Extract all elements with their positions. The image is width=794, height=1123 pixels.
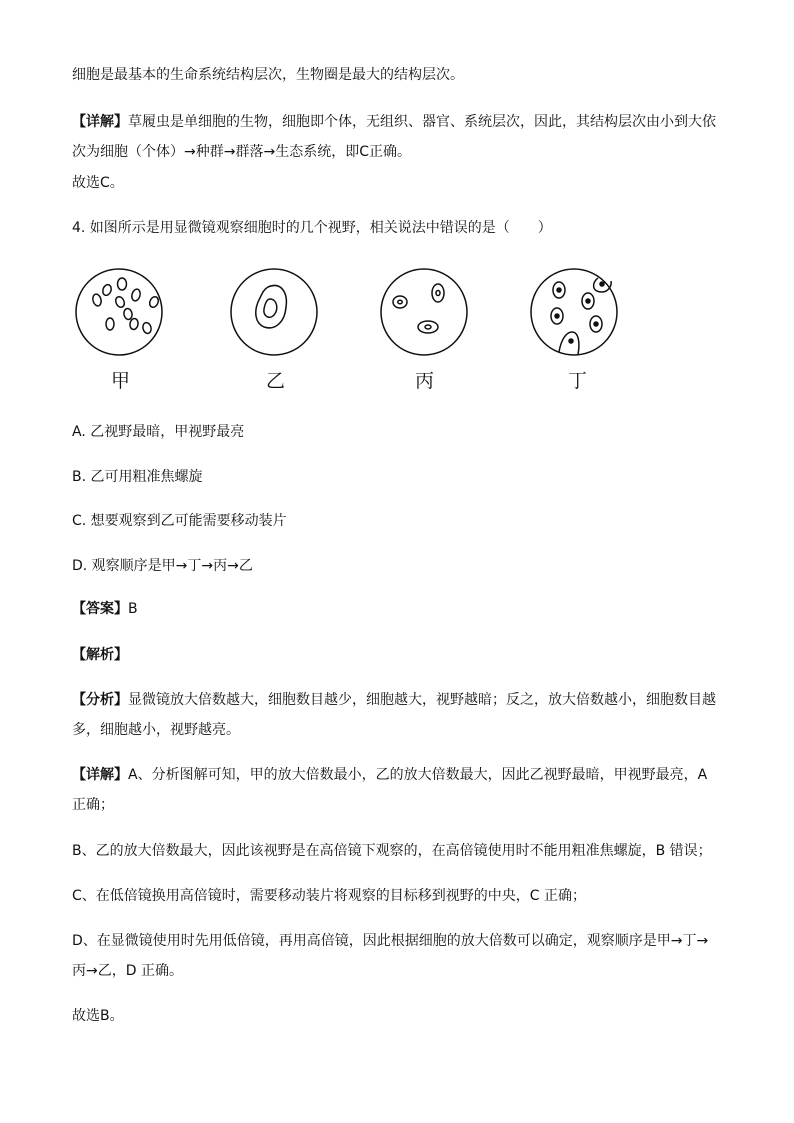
analysis-line2: 多，细胞越小，视野越亮。: [72, 722, 240, 738]
analysis-sub-tag: 【分析】: [72, 692, 128, 708]
label-yi: 乙: [266, 370, 286, 392]
analysis-text1: 显微镜放大倍数越大，细胞数目越少，细胞越大，视野越暗；反之，放大倍数越小，细胞数目越: [128, 692, 716, 708]
microscope-fields-figure: [72, 264, 632, 394]
microscope-fields-svg: [72, 264, 632, 364]
q4-detail-c: C、在低倍镜换用高倍镜时，需要移动装片将观察的目标移到视野的中央，C 正确；: [72, 888, 586, 904]
label-jia: 甲: [111, 370, 131, 392]
q4-detail-a-line2: 正确；: [72, 797, 114, 813]
field-ding: [531, 269, 617, 355]
q3-detail-line2: 次为细胞（个体）→种群→群落→生态系统，即C正确。: [72, 144, 411, 160]
label-bing: 丙: [415, 370, 435, 392]
q4-detail-b: B、乙的放大倍数最大，因此该视野是在高倍镜下观察的，在高倍镜使用时不能用粗准焦螺旋，B 错误；: [72, 843, 712, 859]
q3-detail-text1: 草履虫是单细胞的生物，细胞即个体，无组织、器官、系统层次，因此，其结构层次由小到大依: [128, 114, 716, 130]
q4-conclusion: 故选B。: [72, 1008, 124, 1024]
continuation-text: 细胞是最基本的生命系统结构层次，生物圈是最大的结构层次。: [72, 67, 464, 83]
q3-detail-line1: [72, 112, 716, 132]
q4-detail-a-text1: A、分析图解可知，甲的放大倍数最小，乙的放大倍数最大，因此乙视野最暗，甲视野最亮，A: [128, 767, 708, 783]
field-bing: [381, 269, 467, 355]
option-a: A. 乙视野最暗，甲视野最亮: [72, 424, 245, 440]
q3-conclusion: 故选C。: [72, 175, 124, 191]
analysis-line1: [72, 690, 716, 710]
answer-line: [72, 599, 138, 619]
field-jia: [76, 269, 162, 355]
q4-detail-d-line2: 丙→乙，D 正确。: [72, 963, 183, 979]
answer-tag: 【答案】: [72, 601, 128, 617]
q4-detail-d-line1: D、在显微镜使用时先用低倍镜，再用高倍镜，因此根据细胞的放大倍数可以确定，观察顺序是甲→丁→: [72, 933, 709, 949]
option-b: B. 乙可用粗准焦螺旋: [72, 469, 203, 485]
field-yi: [231, 269, 317, 355]
option-c: C. 想要观察到乙可能需要移动装片: [72, 513, 287, 529]
q4-detail-tag: 【详解】: [72, 767, 128, 783]
label-ding: 丁: [568, 370, 588, 392]
option-d: D. 观察顺序是甲→丁→丙→乙: [72, 558, 253, 574]
q3-detail-tag: 【详解】: [72, 114, 128, 130]
q4-stem: 4. 如图所示是用显微镜观察细胞时的几个视野，相关说法中错误的是（ ）: [72, 220, 552, 236]
analysis-tag: 【解析】: [72, 647, 128, 663]
answer-value: B: [128, 601, 138, 617]
q4-detail-a-line1: [72, 765, 707, 785]
